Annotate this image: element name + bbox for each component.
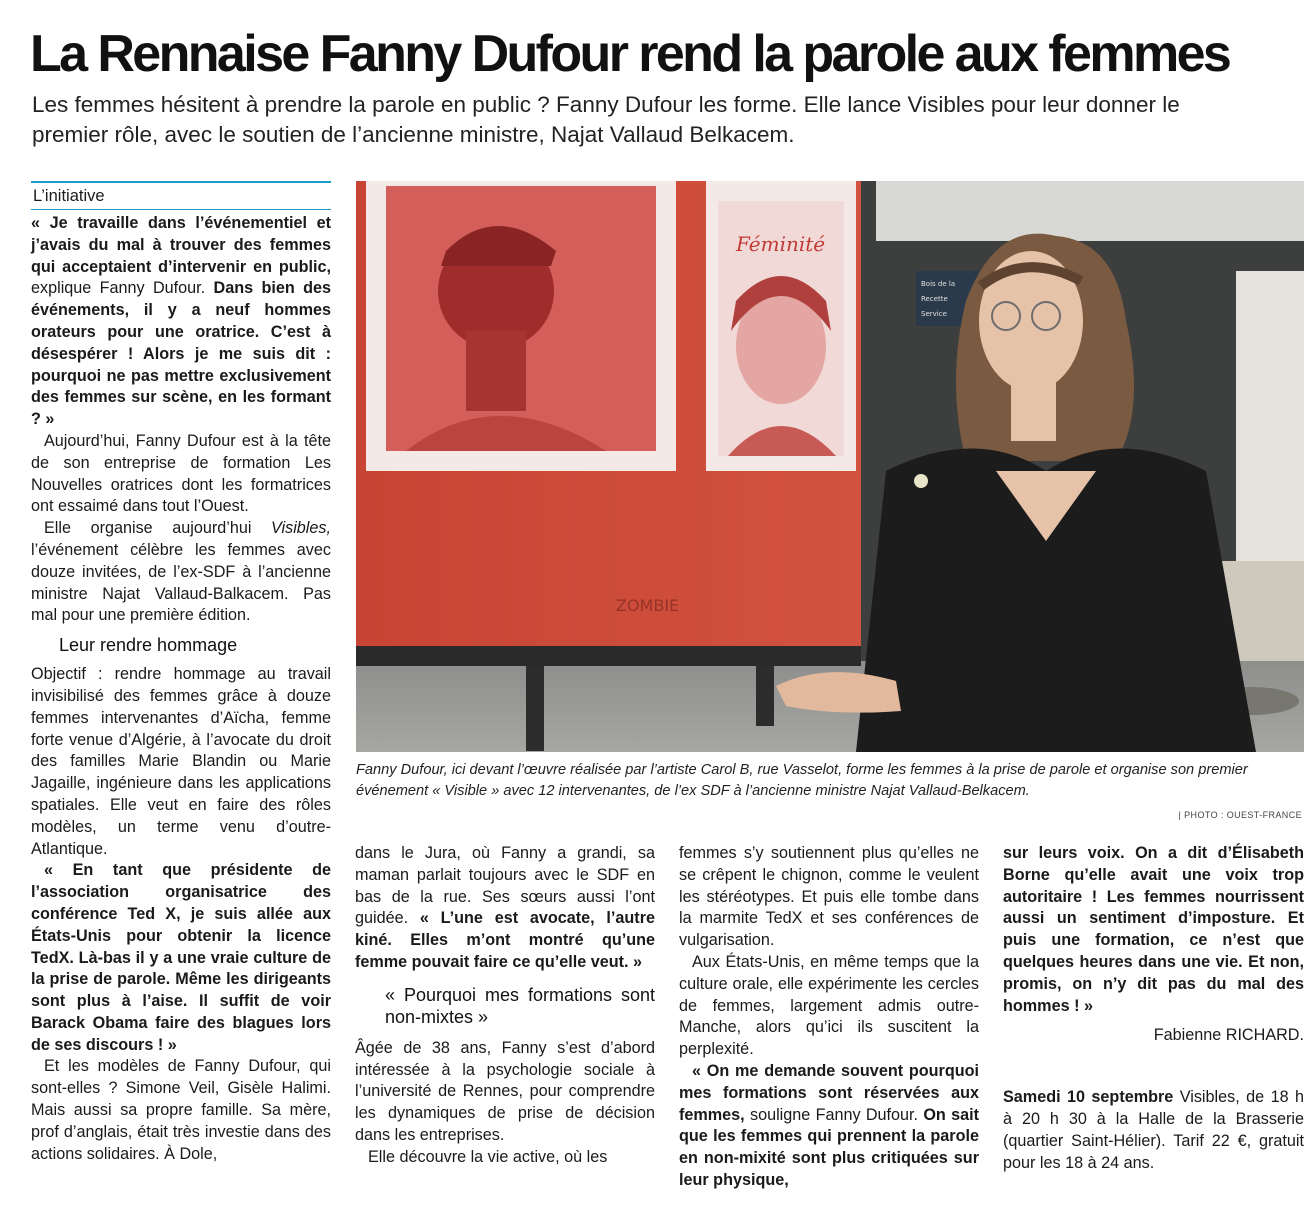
subheading: Leur rendre hommage — [59, 635, 238, 656]
photo-credit: | PHOTO : OUEST-FRANCE — [1178, 810, 1302, 820]
stamp-text: Féminité — [736, 232, 826, 256]
column-1 — [31, 181, 331, 1165]
paragraph: Elle organise aujourd’hui Visibles, l’événement célèbre les femmes avec douze invitées, de l’ex-SDF à l’ancienne ministre Najat Vallaud-Balkacem. Pas mal pour une première édition. — [31, 519, 331, 625]
column-3 — [679, 843, 979, 1192]
sign-line: Recette — [921, 295, 948, 303]
paragraph: Elle découvre la vie active, où les — [368, 1147, 608, 1166]
article-photo — [356, 181, 1304, 752]
sign-line: Bois de la — [921, 280, 956, 288]
quote: « En tant que présidente de l’association organisatrice des conférence Ted X, je suis allée aux États-Unis pour obtenir la licence TedX. Là-bas il y a une vraie culture de la prise de parole. Même les dirigeants sont plus à l’aise. Il suffit de voir Barack Obama faire des blagues lors de ses discours ! » — [31, 861, 331, 1054]
headline: La Rennaise Fanny Dufour rend la parole aux femmes — [30, 25, 1230, 83]
quote: « On me demande souvent pourquoi mes formations sont réservées aux femmes, souligne Fanny Dufour. On sait que les femmes qui prennent la parole en non-mixité sont plus critiquées sur leur physique, — [679, 1061, 980, 1189]
column-2 — [355, 843, 655, 1169]
paragraph: Âgée de 38 ans, Fanny s’est d’abord intéressée à la psychologie sociale à l’université de Rennes, pour comprendre les dynamiques de prise de décision dans les entreprises. — [355, 1038, 655, 1144]
column-4 — [1003, 843, 1304, 1174]
event-info: Samedi 10 septembre Visibles, de 18 h à 20 h 30 à la Halle de la Brasserie (quartier Saint-Hélier). Tarif 22 €, gratuit pour les 18 à 24 ans. — [1003, 1088, 1304, 1172]
paragraph: Et les modèles de Fanny Dufour, qui sont-elles ? Simone Veil, Gisèle Halimi. Mais aussi sa propre famille. Sa mère, prof d’anglais, était très investie dans des actions solidaires. À Dole, — [31, 1057, 331, 1163]
kicker: L’initiative — [31, 181, 331, 210]
author-signature: Fabienne RICHARD. — [1153, 1026, 1304, 1045]
lede: Les femmes hésitent à prendre la parole en public ? Fanny Dufour les forme. Elle lance Visibles pour leur donner le premier rôle, avec le soutien de l’ancienne ministre, Najat Vallaud Belkacem. — [32, 92, 1180, 147]
quote: sur leurs voix. On a dit d’Élisabeth Borne qu’elle avait une voix trop autoritaire ! Les femmes nourrissent aussi un sentiment d’imposture. Et puis une formation, ce n’est que quelques heures dans une vie. Et non, promis, on n’y dit pas du mal des hommes ! » — [1003, 844, 1304, 1015]
graffiti-text: ZOMBIE — [616, 596, 680, 615]
sign-line: Service — [921, 310, 947, 318]
paragraph: femmes s’y soutiennent plus qu’elles ne se crêpent le chignon, comme le veulent les stéréotypes. Et puis elle tombe dans la marmite TedX et ses conférences de vulgarisation. — [679, 844, 979, 950]
paragraph: Objectif : rendre hommage au travail invisibilisé des femmes grâce à douze femmes intervenantes d’Aïcha, femme forte venue d’Algérie, à l’avocate du droit des familles Marie Blandin ou Marie Jagaille, ingénieure dans les applications spatiales. Elle veut en faire des rôles modèles, un terme venu d’outre-Atlantique. — [31, 665, 331, 858]
paragraph: Aux États-Unis, en même temps que la culture orale, elle expérimente les cercles de femmes, largement admis outre-Manche, alors qu’ici ils suscitent la perplexité. — [679, 952, 979, 1059]
paragraph: Aujourd’hui, Fanny Dufour est à la tête de son entreprise de formation Les Nouvelles oratrices dont les formatrices ont essaimé dans tout l’Ouest. — [31, 431, 331, 516]
quote-intro: « Je travaille dans l’événementiel et j’avais du mal à trouver des femmes qui acceptaient d’intervenir en public, explique Fanny Dufour. Dans bien des événements, il y a neuf hommes orateurs pour une oratrice. C’est à désespérer ! Alors je me suis dit : pourquoi ne pas mettre exclusivement des femmes sur scène, en les formant ? » — [31, 214, 332, 429]
paragraph: dans le Jura, où Fanny a grandi, sa maman parlait toujours avec le SDF en bas de la rue. Ses sœurs aussi l’ont guidée. « L’une est avocate, l’autre kiné. Elles m’ont montré qu’une femme pouvait faire ce qu’elle veut. » — [355, 844, 656, 971]
subheading: « Pourquoi mes formations sont non-mixtes » — [385, 984, 655, 1027]
photo-caption: Fanny Dufour, ici devant l’œuvre réalisée par l’artiste Carol B, rue Vasselot, forme les femmes à la prise de parole et organise son premier événement « Visible » avec 12 intervenantes, de l’ex SDF à l’ancienne ministre Najat Vallaud-Belkacem. — [356, 762, 1248, 799]
